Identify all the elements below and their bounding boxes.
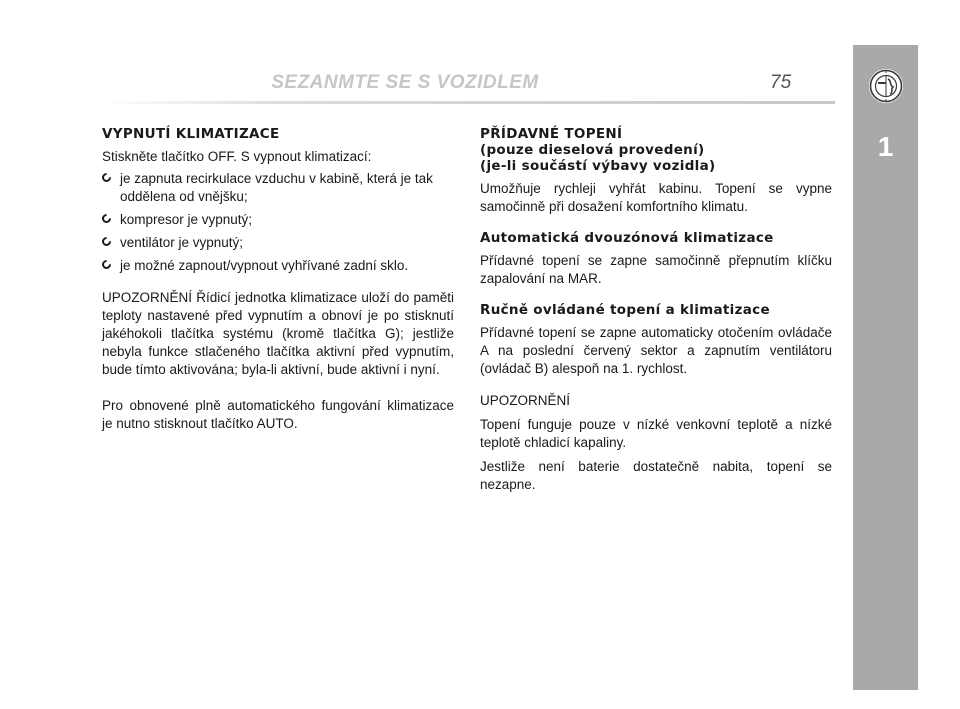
bullet-icon xyxy=(100,171,113,184)
list-item-text: je možné zapnout/vypnout vyhřívané zadní sklo. xyxy=(120,258,409,273)
list-item-text: kompresor je vypnutý; xyxy=(120,212,253,227)
battery-paragraph: Jestliže není baterie dostatečně nabita, topení se nezapne. xyxy=(480,459,832,492)
list-item xyxy=(102,234,454,252)
intro-paragraph: Umožňuje rychleji vyhřát kabinu. Topení se vypne samočinně při dosažení komfortního klimatu. xyxy=(480,181,832,214)
list-item-text: je zapnuta recirkulace vzduchu v kabině, která je tak oddělena od vnějšku; xyxy=(120,171,433,204)
right-column xyxy=(480,126,832,494)
alfa-romeo-logo-icon xyxy=(868,68,904,104)
subheading-manual-climate: Ručně ovládané topení a klimatizace xyxy=(480,302,770,318)
subheading-auto-climate: Automatická dvouzónová klimatizace xyxy=(480,230,774,246)
header-rule xyxy=(100,101,835,104)
heading-line: PŘÍDAVNÉ TOPENÍ xyxy=(480,126,623,142)
chapter-number: 1 xyxy=(877,131,894,162)
section-title: SEZANMTE SE S VOZIDLEM xyxy=(271,72,539,93)
bullet-icon xyxy=(100,258,113,271)
list-item xyxy=(102,257,454,275)
section-heading-aux-heater xyxy=(480,126,832,174)
warning-paragraph: Topení funguje pouze v nízké venkovní teplotě a nízké teplotě chladicí kapaliny. xyxy=(480,417,832,450)
left-column xyxy=(102,126,454,433)
bullet-icon xyxy=(100,212,113,225)
page-number: 75 xyxy=(770,72,792,93)
bullet-list xyxy=(102,170,454,275)
warning-paragraph: UPOZORNĚNÍ Řídicí jednotka klimatizace uloží do paměti teploty nastavené před vypnutím a obnoví je po stisknutí jakéhokoli tlačítka systému (kromě tlačítka G); jestliže nebyla funkce stlačeného tlačítka aktivní před vypnutím, bude tímto aktivována; byla-li aktivní, bude aktivní i nyní. xyxy=(102,290,454,377)
list-item xyxy=(102,170,454,206)
warning-label: UPOZORNĚNÍ xyxy=(480,393,571,408)
intro-paragraph: Stiskněte tlačítko OFF. S vypnout klimatizací: xyxy=(102,149,372,164)
restore-paragraph: Pro obnovené plně automatického fungování klimatizace je nutno stisknout tlačítko AUTO. xyxy=(102,398,454,431)
list-item xyxy=(102,211,454,229)
heading-line: (pouze dieselová provedení) xyxy=(480,142,705,158)
heading-line: (je-li součástí výbavy vozidla) xyxy=(480,158,716,174)
auto-climate-paragraph: Přídavné topení se zapne samočinně přepnutím klíčku zapalování na MAR. xyxy=(480,253,832,286)
section-heading-ac-off: VYPNUTÍ KLIMATIZACE xyxy=(102,126,280,142)
manual-climate-paragraph: Přídavné topení se zapne automaticky otočením ovládače A na poslední červený sektor a zapnutím ventilátoru (ovládač B) alespoň na 1. rychlost. xyxy=(480,325,832,376)
bullet-icon xyxy=(100,235,113,248)
list-item-text: ventilátor je vypnutý; xyxy=(120,235,244,250)
